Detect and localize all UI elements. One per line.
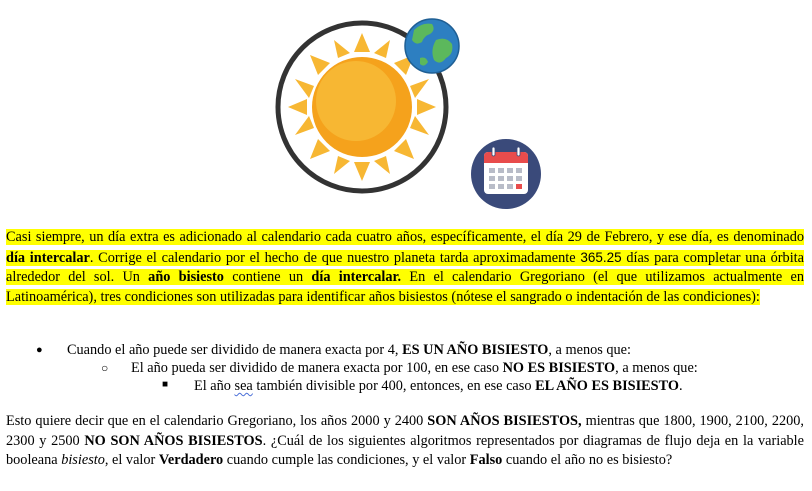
condition-1-text: Cuando el año puede ser dividido de manera exacta por 4, — [67, 342, 403, 358]
bullet-disc: ● — [36, 344, 43, 356]
value-falso: Falso — [469, 452, 503, 469]
condition-1-bold: ES UN AÑO BISIESTO — [402, 342, 549, 358]
term-dia-intercalar-2: día intercalar. — [311, 269, 402, 286]
condition-1 — [67, 341, 631, 361]
intro-text-1: Casi siempre, un día extra es adicionado al calendario cada cuatro años, específicamente, el día 29 de Febrero, y ese día, es denominado — [6, 229, 804, 245]
condition-3-middle: también divisible por 400, entonces, en ese caso — [252, 378, 536, 394]
variable-bisiesto: bisiesto — [61, 452, 105, 469]
condition-3-text: El año — [194, 378, 235, 394]
condition-2-end: , a menos que: — [615, 360, 698, 376]
question-paragraph — [6, 412, 804, 471]
condition-3 — [194, 377, 683, 397]
outro-text-5: cuando cumple las condiciones, y el valor — [223, 452, 470, 469]
solar-calendar-illustration — [0, 0, 812, 225]
calendar-icon — [471, 139, 541, 209]
bullet-square: ■ — [162, 379, 169, 390]
condition-2-text: El año pueda ser dividido de manera exacta por 100, en ese caso — [131, 360, 503, 376]
intro-text-5: En el calendario Gregoriano (el que utilizamos actualmente en Latinoamérica), tres condiciones son utilizadas para identificar años bisiestos (nótese el sangrado o indentación de las condiciones): — [6, 269, 804, 305]
intro-paragraph — [6, 228, 804, 307]
outro-text-3: . ¿Cuál de los siguientes algoritmos representados por diagramas de flujo deja en la variable booleana — [6, 432, 805, 469]
outro-bold-1: SON AÑOS BISIESTOS, — [427, 413, 582, 429]
outro-text-2: mientras que 1800, 1900, 2100, 2200, 2300 y 2500 — [6, 413, 804, 449]
outro-text-6: cuando el año no es bisiesto? — [502, 452, 673, 469]
intro-text-4: contiene un — [223, 269, 312, 286]
condition-2 — [131, 359, 698, 379]
days-per-year-value: 365.25 — [580, 249, 622, 265]
intro-text-3: días para completar una órbita alrededor del sol. Un — [6, 249, 804, 286]
condition-1-end: , a menos que: — [548, 342, 631, 358]
earth-icon — [405, 19, 459, 73]
intro-highlight — [6, 229, 804, 305]
outro-text-1: Esto quiere decir que en el calendario Gregoriano, los años 2000 y 2400 — [6, 413, 428, 429]
spellcheck-word: sea — [234, 378, 253, 394]
intro-text-2: . Corrige el calendario por el hecho de que nuestro planeta tarda aproximadamente — [89, 249, 581, 266]
term-ano-bisiesto: año bisiesto — [148, 269, 224, 286]
outro-text-4: , el valor — [104, 452, 159, 469]
condition-3-bold: EL AÑO ES BISIESTO — [535, 378, 680, 394]
condition-3-end: . — [679, 378, 683, 394]
value-verdadero: Verdadero — [158, 452, 224, 469]
outro-bold-2: NO SON AÑOS BISIESTOS — [84, 432, 263, 449]
bullet-circle: ○ — [101, 361, 109, 375]
term-dia-intercalar: día intercalar — [6, 249, 90, 266]
condition-2-bold: NO ES BISIESTO — [502, 360, 616, 376]
